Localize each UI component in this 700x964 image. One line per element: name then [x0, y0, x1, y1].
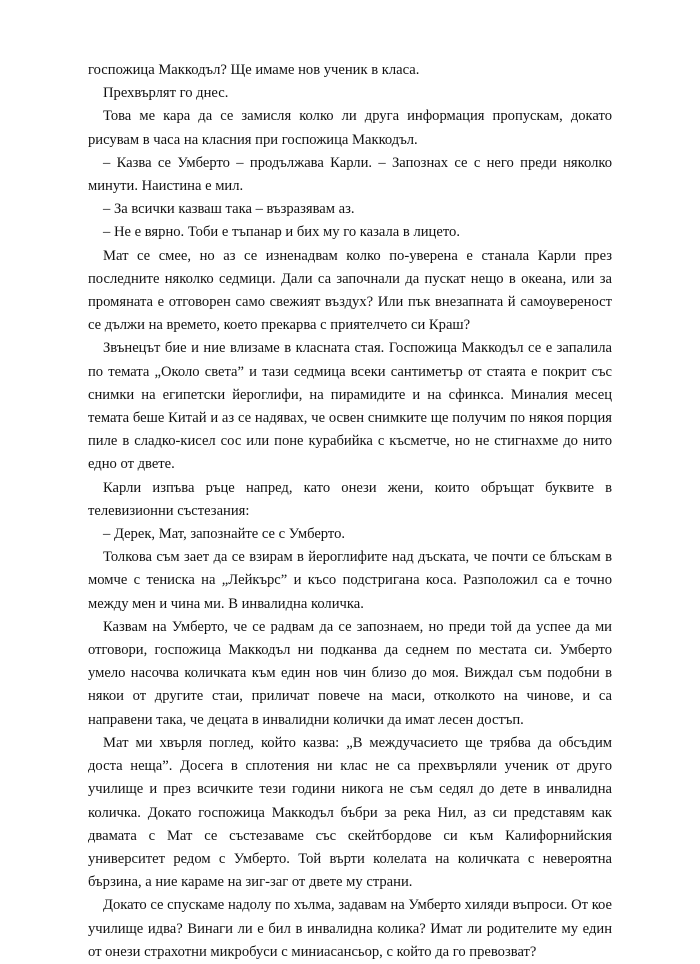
- paragraph-1: госпожица Маккодъл? Ще имаме нов ученик в класа.: [88, 62, 420, 78]
- paragraph-10: – Дерек, Мат, запознайте се с Умберто.: [103, 526, 346, 543]
- body-text: [88, 59, 612, 964]
- paragraph-8: Звънецът бие и ние влизаме в класната стая. Госпожица Маккодъл се е запалила по темата „Около света” и тази седмица всеки сантиметър от стаята е покрит със снимки на египетски йероглифи, на пирамидите и на сфинкса. Миналия месец темата беше Китай и аз се надявах, че освен снимките ще получим по някоя порция пиле в сладко-кисел сос или поне курабийка с късметче, но не стигнахме до нито едно от двете.: [88, 340, 612, 473]
- paragraph-3: Това ме кара да се замисля колко ли друга информация пропускам, докато рисувам в часа на класния при госпожица Маккодъл.: [88, 108, 612, 148]
- paragraph-14: Докато се спускаме надолу по хълма, задавам на Умберто хиляди въпроси. От кое училище идва? Винаги ли е бил в инвалидна колика? Имат ли родителите му един от онези страхотни микробуси с миниасансьор, с който да го превозват?: [88, 897, 612, 960]
- paragraph-4: – Казва се Умберто – продължава Карли. – Запознах се с него преди няколко минути. Наистина е мил.: [88, 154, 612, 195]
- paragraph-7: Мат се смее, но аз се изненадвам колко по-уверена е станала Карли през последните няколко седмици. Дали са започнали да пускат нещо в океана, или за промяната е отговорен само свежият въздух? Или пък внезапната й самоувереност се дължи на времето, което прекарва с приятелчето си Краш?: [88, 247, 612, 334]
- paragraph-6: – Не е вярно. Тоби е тъпанар и бих му го казала в лицето.: [103, 224, 460, 241]
- paragraph-9: Карли изпъва ръце напред, като онези жени, които обръщат буквите в телевизионни състезания:: [88, 479, 612, 519]
- paragraph-12: Казвам на Умберто, че се радвам да се запознаем, но преди той да успее да ми отговори, госпожица Маккодъл ни подканва да седнем по местата си. Умберто умело насочва количката към един нов чин близо до моя. Виждал съм подобни в някои от другите стаи, приличат повече на маси, отколкото на чинове, и са направени така, че децата в инвалидни колички да имат лесен достъп.: [88, 618, 612, 728]
- paragraph-5: – За всички казваш така – възразявам аз.: [103, 201, 355, 218]
- paragraph-11: Толкова съм зает да се взирам в йероглифите над дъската, че почти се блъскам в момче с тениска на „Лейкърс” и късо подстригана коса. Разположил са е точно между мен и чина ми. В инвалидна количка.: [88, 549, 612, 612]
- paragraph-2: Прехвърлят го днес.: [103, 85, 229, 102]
- paragraph-13: Мат ми хвърля поглед, който казва: „В междучасието ще трябва да обсъдим доста неща”. Досега в сплотения ни клас не са прехвърляли ученик от друго училище и през всичките тези години никога не съм седял до дете в инвалидна количка. Докато госпожица Маккодъл бъбри за река Нил, аз си представям как двамата с Мат се състезаваме със скейтбордове си към Калифорнийския университет редом с Умберто. Той върти колелата на количката с невероятна бързина, а ние караме на зиг-заг от двете му страни.: [88, 734, 612, 891]
